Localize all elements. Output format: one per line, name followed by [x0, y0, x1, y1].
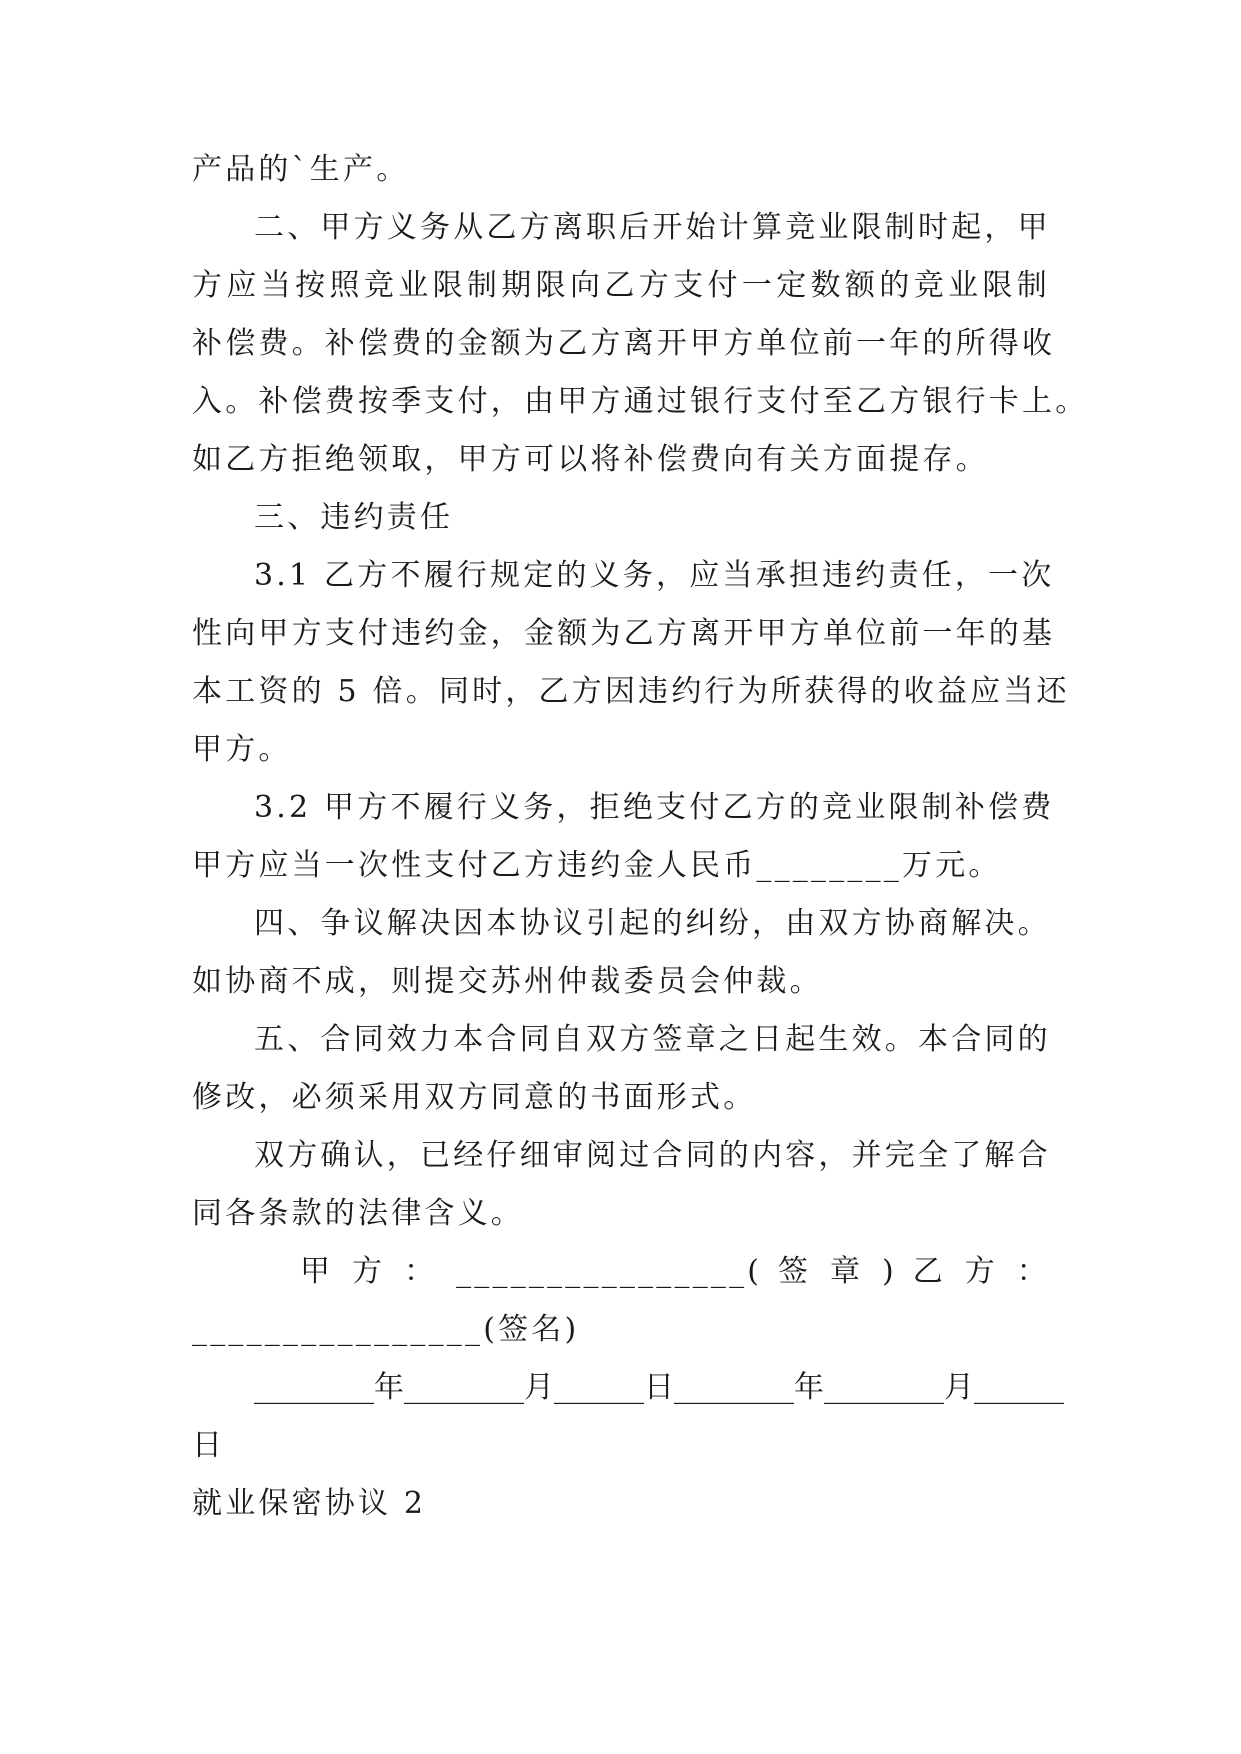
text-line: 如协商不成，则提交苏州仲裁委员会仲裁。: [192, 964, 823, 999]
text-line: 同各条款的法律含义。: [192, 1196, 524, 1231]
text-line: 双方确认，已经仔细审阅过合同的内容，并完全了解合: [254, 1138, 1051, 1173]
text-line: 甲方应当一次性支付乙方违约金人民币________万元。: [192, 848, 1002, 883]
text-line: 二、甲方义务从乙方离职后开始计算竞业限制时起，甲: [254, 210, 1051, 245]
text-line: 3.2 甲方不履行义务，拒绝支付乙方的竞业限制补偿费: [254, 790, 1055, 825]
text-line: 五、合同效力本合同自双方签章之日起生效。本合同的: [254, 1022, 1051, 1057]
text-line: 产品的`生产。: [192, 152, 410, 187]
text-line: 3.1 乙方不履行规定的义务，应当承担违约责任，一次: [254, 558, 1055, 593]
text-line: 入。补偿费按季支付，由甲方通过银行支付至乙方银行卡上。: [192, 384, 1089, 419]
text-line: 修改，必须采用双方同意的书面形式。: [192, 1080, 757, 1115]
text-line: 性向甲方支付违约金，金额为乙方离开甲方单位前一年的基: [192, 616, 1056, 651]
text-line: 日: [192, 1428, 226, 1463]
text-line: 方应当按照竞业限制期限向乙方支付一定数额的竞业限制: [192, 268, 1050, 303]
date-line: ________年________月______日________年________月______: [254, 1370, 1064, 1405]
text-line: 四、争议解决因本协议引起的纠纷，由双方协商解决。: [254, 906, 1051, 941]
signature-line-party-a: 甲 方 ： ________________( 签 章 ) 乙 方 ：: [300, 1254, 1050, 1289]
text-line: 补偿费。补偿费的金额为乙方离开甲方单位前一年的所得收: [192, 326, 1056, 361]
document-title: 就业保密协议 2: [192, 1486, 427, 1521]
signature-line-party-b: ________________(签名): [192, 1312, 580, 1347]
text-line: 甲方。: [192, 732, 292, 767]
text-line: 如乙方拒绝领取，甲方可以将补偿费向有关方面提存。: [192, 442, 989, 477]
text-line: 本工资的 5 倍。同时，乙方因违约行为所获得的收益应当还: [192, 674, 1070, 709]
section-heading: 三、违约责任: [254, 500, 454, 535]
